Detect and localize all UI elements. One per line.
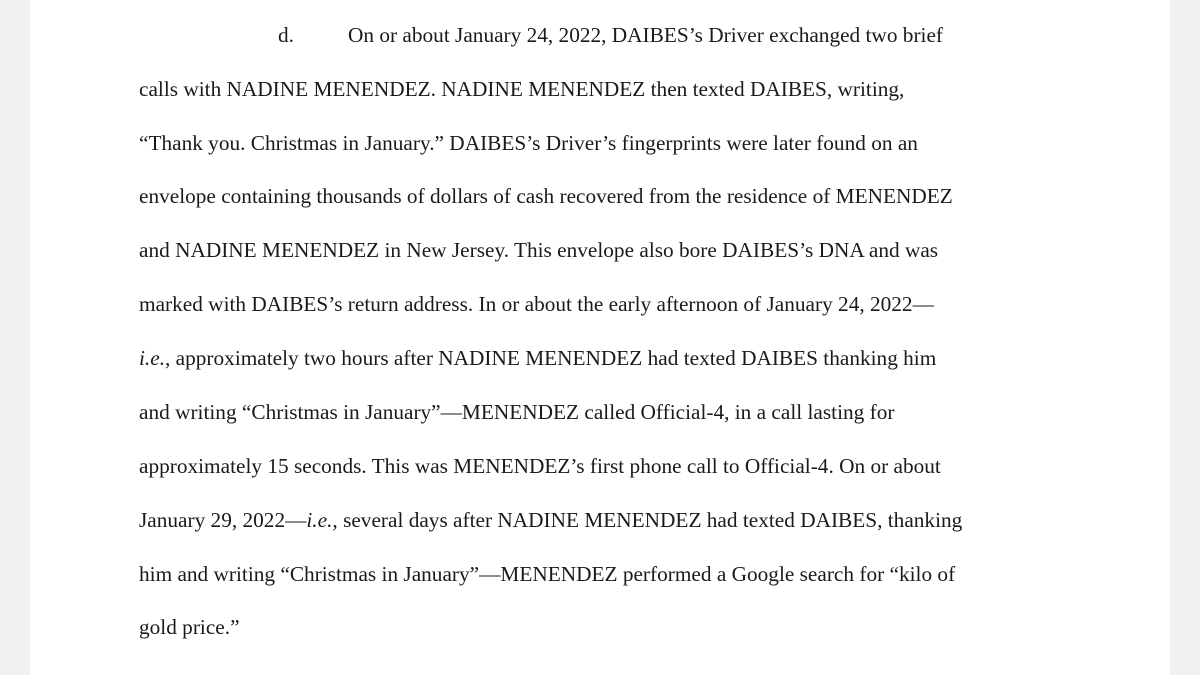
text-line-8: [139, 399, 894, 425]
text-segment: , several days after NADINE MENENDEZ had texted DAIBES, thanking: [332, 508, 963, 532]
text-line-7: [139, 345, 936, 371]
text-segment: envelope containing thousands of dollars of cash recovered from the residence of MENENDEZ: [139, 184, 953, 208]
text-line-5: [139, 237, 938, 263]
text-line-10: [139, 507, 962, 533]
text-line-4: [139, 183, 953, 209]
text-segment: and NADINE MENENDEZ in New Jersey. This envelope also bore DAIBES’s DNA and was: [139, 238, 939, 262]
text-line-9: [139, 453, 941, 479]
paragraph-marker: d.: [278, 23, 294, 47]
text-segment: calls with NADINE MENENDEZ. NADINE MENENDEZ then texted DAIBES, writing,: [139, 77, 905, 101]
text-segment: January 29, 2022—: [139, 508, 307, 532]
text-line-12: [139, 614, 240, 640]
text-segment: him and writing “Christmas in January”—MENENDEZ performed a Google search for “kilo of: [139, 562, 956, 586]
text-segment: marked with DAIBES’s return address. In or about the early afternoon of January 24, 2022—: [139, 292, 934, 316]
text-segment: and writing “Christmas in January”—MENENDEZ called Official-4, in a call lasting for: [139, 400, 895, 424]
italic-ie: i.e.: [306, 508, 333, 532]
text-line-6: [139, 291, 934, 317]
text-segment: , approximately two hours after NADINE MENENDEZ had texted DAIBES thanking him: [165, 346, 937, 370]
text-segment: approximately 15 seconds. This was MENENDEZ’s first phone call to Official-4. On or about: [139, 454, 941, 478]
text-line-3: [139, 130, 918, 156]
text-line-2: [139, 76, 904, 102]
text-line-11: [139, 561, 955, 587]
document-page: [30, 0, 1170, 675]
text-segment: “Thank you. Christmas in January.” DAIBES’s Driver’s fingerprints were later found on an: [139, 131, 918, 155]
text-segment: On or about January 24, 2022, DAIBES’s Driver exchanged two brief: [348, 23, 943, 47]
italic-ie: i.e.: [139, 346, 166, 370]
text-segment: gold price.”: [139, 615, 240, 639]
text-line-1: [348, 22, 943, 48]
